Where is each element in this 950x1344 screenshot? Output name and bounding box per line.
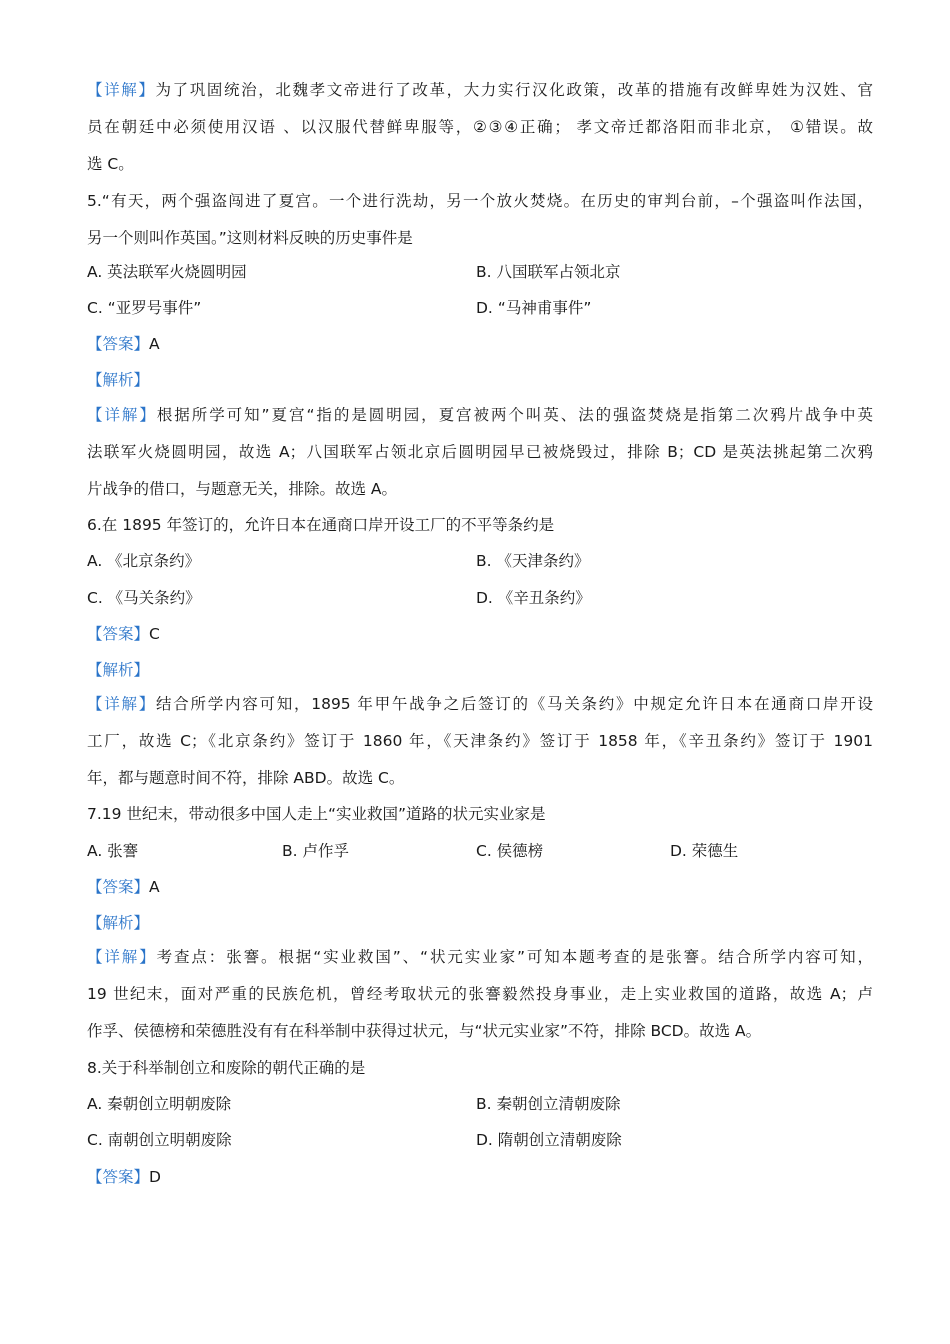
q7-option-a: A. 张謇: [87, 842, 139, 860]
q5-detail-line-3: 片战争的借口，与题意无关，排除。故选 A。: [87, 480, 398, 498]
q6-analysis-tag: 【解析】: [87, 661, 150, 679]
q7-option-b: B. 卢作孚: [282, 842, 349, 860]
q6-stem: 6.在 1895 年签订的，允许日本在通商口岸开设工厂的不平等条约是: [87, 516, 555, 534]
q5-option-b: B. 八国联军占领北京: [476, 263, 621, 281]
q7-stem: 7.19 世纪末，带动很多中国人走上“实业救国”道路的状元实业家是: [87, 805, 546, 823]
top-detail-line-3: 选 C。: [87, 155, 134, 173]
q7-analysis-tag: 【解析】: [87, 914, 150, 932]
detail-tag: 【详解】: [87, 81, 156, 99]
q5-answer: 【答案】A: [87, 335, 160, 353]
q7-detail-line-2: 19 世纪末，面对严重的民族危机，曾经考取状元的张謇毅然投身事业，走上实业救国的道路，故选 A；卢: [87, 985, 873, 1003]
q7-option-d: D. 荣德生: [670, 842, 739, 860]
top-detail-line-2: 员在朝廷中必须使用汉语 、以汉服代替鲜卑服等，②③④正确； 孝文帝迁都洛阳而非北京， ①错误。故: [87, 118, 873, 136]
q6-option-d: D. 《辛丑条约》: [476, 589, 591, 607]
q6-option-b: B. 《天津条约》: [476, 552, 590, 570]
q6-detail-line-2: 工厂，故选 C；《北京条约》签订于 1860 年，《天津条约》签订于 1858 年，《辛丑条约》签订于 1901: [87, 732, 873, 750]
q7-detail-line-1: 【详解】考查点：张謇。根据“实业救国”、“状元实业家”可知本题考查的是张謇。结合所学内容可知，: [87, 948, 873, 966]
q5-option-a: A. 英法联军火烧圆明园: [87, 263, 247, 281]
q7-detail-line-3: 作孚、侯德榜和荣德胜没有有在科举制中获得过状元，与“状元实业家”不符，排除 BCD。故选 A。: [87, 1022, 762, 1040]
q7-option-c: C. 侯德榜: [476, 842, 544, 860]
q6-answer: 【答案】C: [87, 625, 160, 643]
q8-option-d: D. 隋朝创立清朝废除: [476, 1131, 622, 1149]
q5-option-c: C. “亚罗号事件”: [87, 299, 202, 317]
q5-stem-line-1: 5.“有天，两个强盗闯进了夏宫。一个进行洗劫，另一个放火焚烧。在历史的审判台前，–个强盗叫作法国，: [87, 192, 873, 210]
q5-detail-line-2: 法联军火烧圆明园，故选 A；八国联军占领北京后圆明园早已被烧毁过，排除 B；CD 是英法挑起第二次鸦: [87, 443, 873, 461]
q5-stem-line-2: 另一个则叫作英国。”这则材料反映的历史事件是: [87, 229, 413, 247]
q8-answer: 【答案】D: [87, 1168, 161, 1186]
q8-option-b: B. 秦朝创立清朝废除: [476, 1095, 621, 1113]
q8-option-a: A. 秦朝创立明朝废除: [87, 1095, 232, 1113]
q6-detail-line-3: 年，都与题意时间不符，排除 ABD。故选 C。: [87, 769, 405, 787]
q5-option-d: D. “马神甫事件”: [476, 299, 592, 317]
q7-answer: 【答案】A: [87, 878, 160, 896]
q5-analysis-tag: 【解析】: [87, 371, 150, 389]
q6-option-c: C. 《马关条约》: [87, 589, 201, 607]
q6-detail-line-1: 【详解】结合所学内容可知，1895 年甲午战争之后签订的《马关条约》中规定允许日本在通商口岸开设: [87, 695, 873, 713]
q8-option-c: C. 南朝创立明朝废除: [87, 1131, 232, 1149]
q6-option-a: A. 《北京条约》: [87, 552, 201, 570]
q5-detail-line-1: 【详解】根据所学可知”夏宫“指的是圆明园，夏宫被两个叫英、法的强盗焚烧是指第二次鸦片战争中英: [87, 406, 873, 424]
top-detail-line-1: 【详解】为了巩固统治，北魏孝文帝进行了改革，大力实行汉化政策，改革的措施有改鲜卑姓为汉姓、官: [87, 81, 873, 99]
q8-stem: 8.关于科举制创立和废除的朝代正确的是: [87, 1059, 366, 1077]
